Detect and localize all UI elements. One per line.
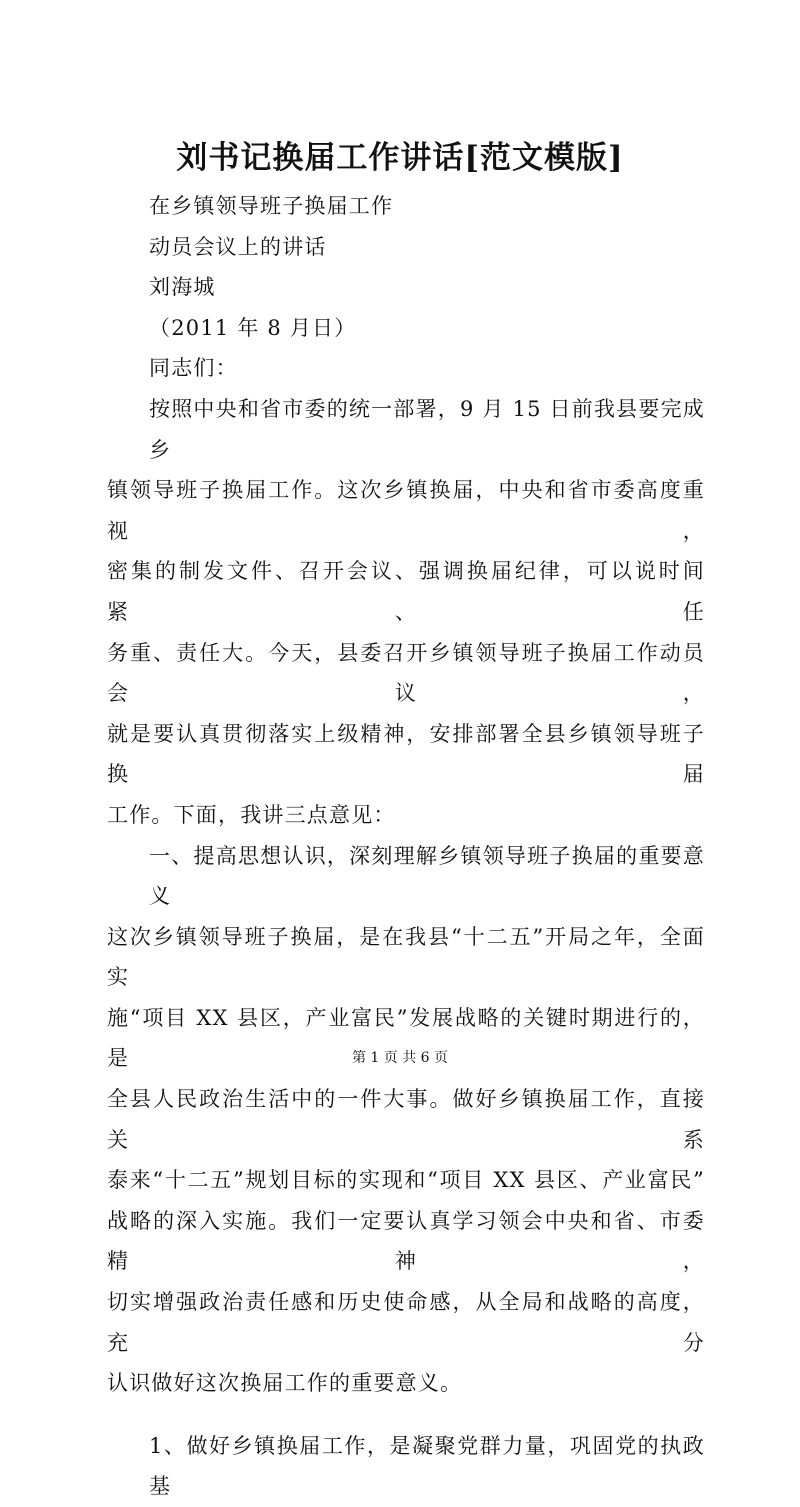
text-line: 务重、责任大。今天，县委召开乡镇领导班子换届工作动员会议，	[107, 640, 705, 706]
text-line: 就是要认真贯彻落实上级精神，安排部署全县乡镇领导班子换届	[107, 721, 705, 787]
text-line: 按照中央和省市委的统一部署，9 月 15 日前我县要完成乡	[149, 396, 705, 462]
subsection-line: 1、做好乡镇换届工作，是凝聚党群力量，巩固党的执政基	[149, 1433, 705, 1499]
date-line: （2011 年 8 月日）	[149, 315, 357, 340]
document-title: 刘书记换届工作讲话[范文模版]	[176, 140, 624, 176]
text-line: 这次乡镇领导班子换届，是在我县“十二五”开局之年，全面实	[107, 924, 705, 990]
text-line: 切实增强政治责任感和历史使命感，从全局和战略的高度，充分	[107, 1290, 705, 1355]
salutation-line: 同志们：	[149, 356, 238, 381]
section-heading: 一、提高思想认识，深刻理解乡镇领导班子换届的重要意义	[149, 843, 705, 909]
text-line: 战略的深入实施。我们一定要认真学习领会中央和省、市委精神，	[107, 1208, 705, 1274]
text-line: 工作。下面，我讲三点意见：	[107, 802, 396, 827]
author-line: 刘海城	[149, 275, 216, 300]
text-line: 密集的制发文件、召开会议、强调换届纪律，可以说时间紧、任	[107, 559, 705, 624]
page-footer: 第 1 页 共 6 页	[351, 1050, 449, 1066]
text-line: 认识做好这次换届工作的重要意义。	[107, 1371, 463, 1396]
text-line: 镇领导班子换届工作。这次乡镇换届，中央和省市委高度重视，	[107, 478, 705, 543]
text-line: 施“项目 XX 县区，产业富民”发展战略的关键时期进行的，是	[107, 1005, 705, 1071]
document-body	[107, 186, 705, 1507]
text-line: 全县人民政治生活中的一件大事。做好乡镇换届工作，直接关系	[107, 1087, 705, 1152]
text-line: 泰来“十二五”规划目标的实现和“项目 XX 县区、产业富民”	[107, 1168, 705, 1193]
text-line: 在乡镇领导班子换届工作	[149, 194, 394, 218]
text-line: 动员会议上的讲话	[149, 234, 327, 259]
